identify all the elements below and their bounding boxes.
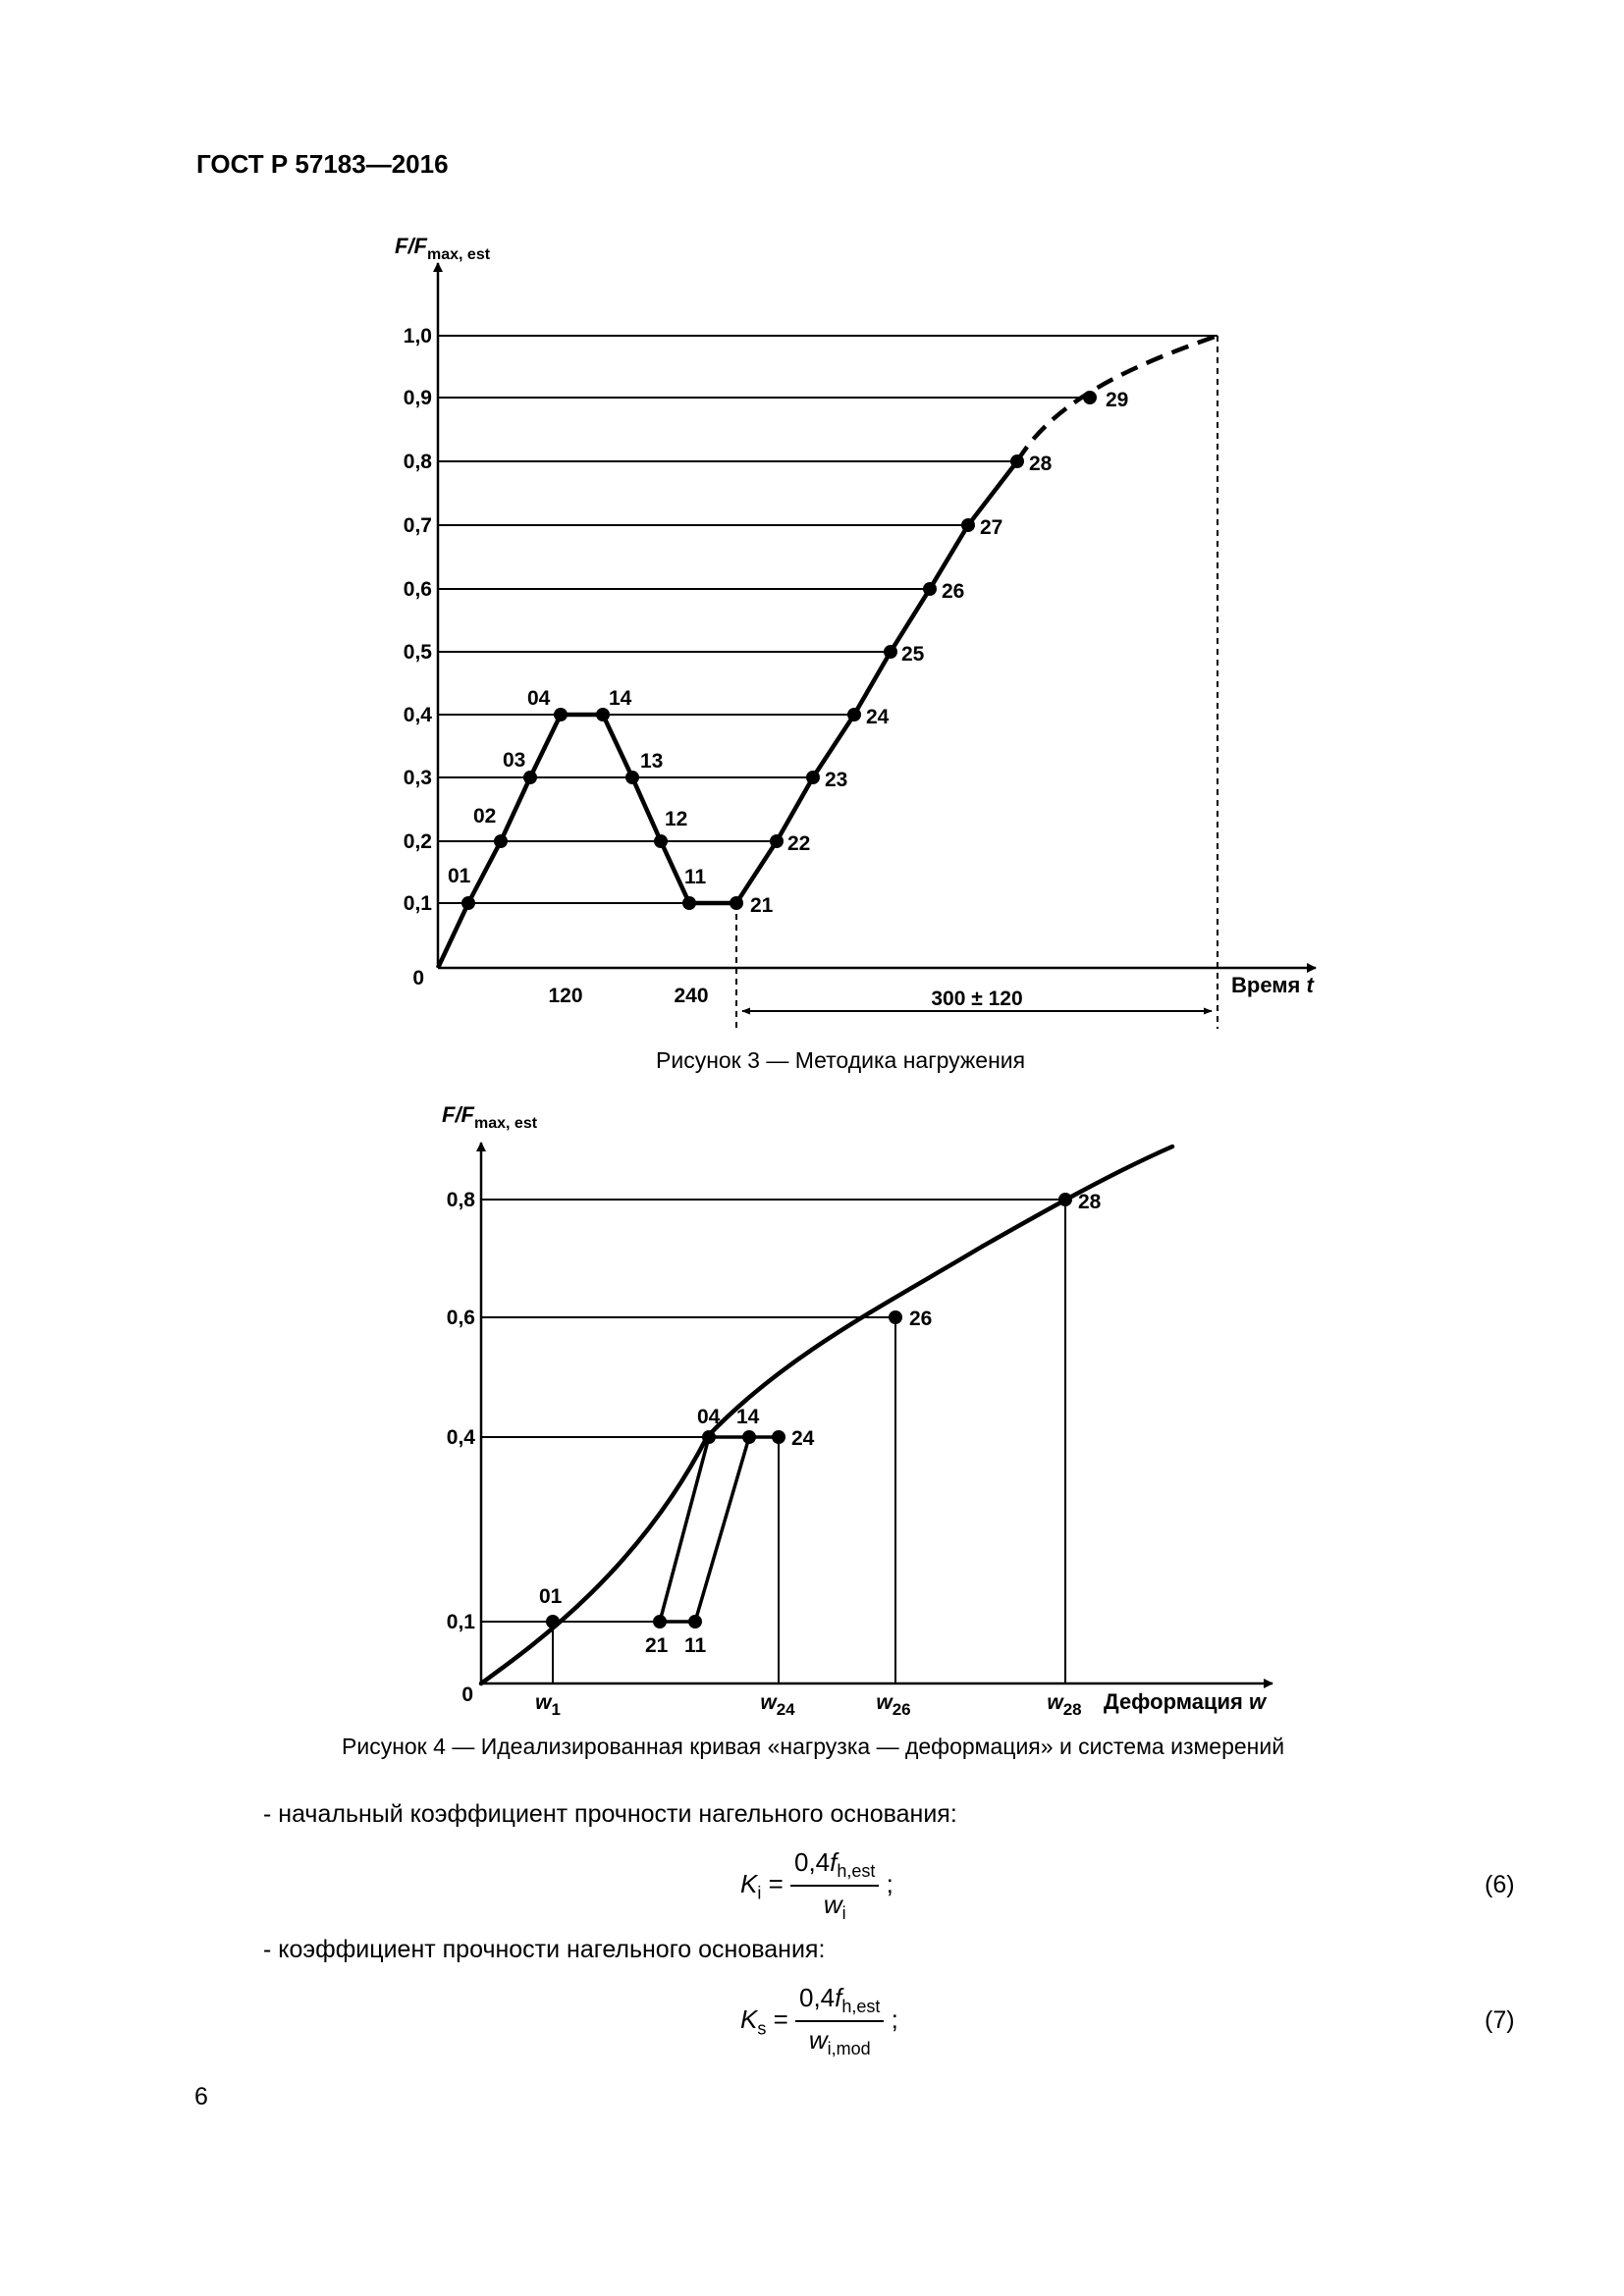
fig3-label-25: 25 [901, 643, 925, 666]
fig4-label-28: 28 [1078, 1191, 1102, 1213]
fig3-ytick-0.3: 0,3 [403, 767, 432, 789]
fig4-x-axis-label [1104, 1689, 1268, 1714]
fig3-point-27 [961, 518, 975, 532]
fig3-point-21 [730, 896, 743, 910]
fig3-point-25 [884, 645, 897, 659]
fig3-ytick-0: 0 [412, 967, 424, 989]
fig3-label-26: 26 [942, 580, 965, 603]
fig4-y-axis-label [442, 1102, 538, 1132]
fig3-label-14: 14 [609, 687, 632, 710]
fig3-label-04: 04 [527, 687, 551, 710]
paragraph-coefficient: - коэффициент прочности нагельного основания: [263, 1936, 826, 1963]
fig3-ytick-0.1: 0,1 [403, 892, 432, 915]
fig4-x-axis-label-var: w [1248, 1689, 1267, 1714]
fig3-label-28: 28 [1029, 453, 1053, 475]
fig3-label-24: 24 [866, 706, 890, 728]
fig3-x-axis-label [1231, 973, 1316, 997]
figure4-caption: Рисунок 4 — Идеализированная кривая «нагрузка — деформация» и система измерений [342, 1734, 1285, 1759]
fig4-unload-reload-loop [660, 1437, 749, 1622]
fig3-point-13 [625, 771, 639, 784]
formula-7: $K_s$ = $\frac{0,4f_{h,est}}{w_{i,mod}}$ ; [740, 1983, 898, 2059]
fig3-reference-lines [438, 336, 1218, 903]
fig4-y-tick-labels [447, 1189, 476, 1706]
fig3-point-03 [523, 771, 537, 784]
fig3-point-26 [923, 582, 937, 596]
fig3-y-tick-labels [404, 325, 433, 989]
fig3-y-axis-label-sub: max, est [427, 246, 491, 263]
fig4-point-21 [653, 1615, 667, 1629]
fig4-y-axis-label-sub: max, est [474, 1115, 538, 1132]
fig3-point-01 [461, 896, 475, 910]
fig4-ytick-0.4: 0,4 [446, 1426, 475, 1449]
fig3-label-11: 11 [684, 866, 707, 888]
formula-6: $K_i$ = $\frac{0,4f_{h,est}}{w_i}$ ; [740, 1847, 893, 1924]
fig3-point-24 [847, 708, 861, 721]
fig3-xtick-240: 240 [674, 985, 709, 1007]
fig3-x-axis-label-text: Время [1231, 973, 1307, 997]
fig3-ytick-0.2: 0,2 [403, 830, 432, 853]
fig3-xtick-120: 120 [548, 985, 583, 1007]
fig3-points [461, 391, 1097, 910]
fig4-xtick-w28: $w_{28}$ [1047, 1691, 1082, 1719]
fig4-x-tick-labels [535, 1691, 1082, 1719]
fig4-x-axis-label-text: Деформация [1104, 1689, 1249, 1714]
fig3-point-23 [806, 771, 820, 784]
figure3-loading-procedure-chart [395, 234, 1316, 1029]
fig3-point-22 [770, 834, 784, 848]
fig4-point-01 [546, 1615, 560, 1629]
fig3-label-12: 12 [665, 808, 688, 830]
figure4-load-deformation-chart [442, 1102, 1272, 1719]
fig4-point-28 [1058, 1193, 1072, 1206]
formula6-fraction: $\frac{0,4f_{h,est}}{w_i}$ [790, 1847, 879, 1924]
fig4-point-11 [688, 1615, 702, 1629]
fig4-ytick-0.6: 0,6 [446, 1307, 475, 1329]
fig3-ytick-0.6: 0,6 [403, 578, 432, 601]
fig3-ytick-0.8: 0,8 [403, 451, 432, 473]
fig3-point-14 [596, 708, 610, 721]
fig4-point-24 [772, 1430, 785, 1444]
figure3-caption: Рисунок 3 — Методика нагружения [656, 1047, 1026, 1073]
fig3-y-axis-label [395, 234, 491, 263]
formula7-fraction: $\frac{0,4f_{h,est}}{w_{i,mod}}$ [795, 1983, 884, 2059]
fig4-point-labels [539, 1191, 1102, 1657]
fig3-point-12 [654, 834, 668, 848]
fig3-ytick-0.9: 0,9 [403, 387, 432, 409]
fig3-y-axis-label-main: F/F [395, 234, 427, 258]
fig3-label-03: 03 [503, 749, 526, 772]
fig4-label-01: 01 [539, 1585, 563, 1608]
fig3-label-21: 21 [750, 894, 774, 917]
fig3-label-23: 23 [825, 769, 848, 791]
fig3-ytick-1.0: 1,0 [403, 325, 432, 347]
formula6-lhs-sub: i [757, 1883, 762, 1903]
equation-number-6: (6) [1485, 1871, 1515, 1898]
fig4-point-14 [742, 1430, 756, 1444]
fig3-point-04 [554, 708, 568, 721]
fig4-xtick-w26: $w_{26}$ [876, 1691, 911, 1719]
fig4-point-26 [889, 1310, 902, 1324]
page-number: 6 [194, 2083, 208, 2110]
equation-number-7: (7) [1485, 2006, 1515, 2034]
document-header: ГОСТ Р 57183—2016 [196, 149, 449, 179]
fig4-label-24: 24 [791, 1427, 815, 1450]
fig3-ytick-0.4: 0,4 [403, 704, 432, 726]
fig3-duration-label: 300 ± 120 [931, 988, 1023, 1010]
fig4-label-14: 14 [736, 1406, 760, 1428]
fig3-label-27: 27 [980, 516, 1003, 539]
fig3-label-13: 13 [640, 750, 664, 773]
fig4-ytick-0: 0 [461, 1683, 473, 1706]
fig4-label-11: 11 [684, 1634, 707, 1657]
fig4-xtick-w24: $w_{24}$ [760, 1691, 795, 1719]
fig4-xtick-w1: $w_1$ [535, 1691, 561, 1719]
paragraph-initial-coefficient: - начальный коэффициент прочности нагельного основания: [263, 1800, 957, 1828]
formula7-lhs-sub: s [757, 2018, 767, 2039]
fig3-label-01: 01 [448, 865, 471, 887]
fig4-reference-lines [481, 1200, 1065, 1622]
fig3-point-29 [1083, 391, 1097, 404]
fig3-point-02 [494, 834, 508, 848]
fig4-point-04 [702, 1430, 716, 1444]
fig4-label-04: 04 [697, 1406, 721, 1428]
formula6-lhs: K [740, 1869, 758, 1899]
fig3-point-11 [682, 896, 696, 910]
fig4-load-deformation-curve [481, 1147, 1172, 1683]
fig3-point-28 [1010, 454, 1024, 468]
fig4-ytick-0.8: 0,8 [446, 1189, 475, 1211]
fig3-ytick-0.5: 0,5 [403, 641, 432, 664]
fig3-label-22: 22 [787, 832, 811, 855]
fig4-points [546, 1193, 1072, 1629]
fig3-label-29: 29 [1106, 389, 1129, 411]
fig4-label-26: 26 [909, 1308, 933, 1330]
fig4-ytick-0.1: 0,1 [446, 1611, 475, 1633]
fig3-ytick-0.7: 0,7 [403, 514, 432, 537]
fig4-label-21: 21 [645, 1634, 669, 1657]
formula7-lhs: K [740, 2004, 758, 2035]
fig3-x-axis-label-var: t [1306, 973, 1314, 997]
fig3-label-02: 02 [473, 805, 497, 828]
fig4-y-axis-label-main: F/F [442, 1102, 474, 1127]
